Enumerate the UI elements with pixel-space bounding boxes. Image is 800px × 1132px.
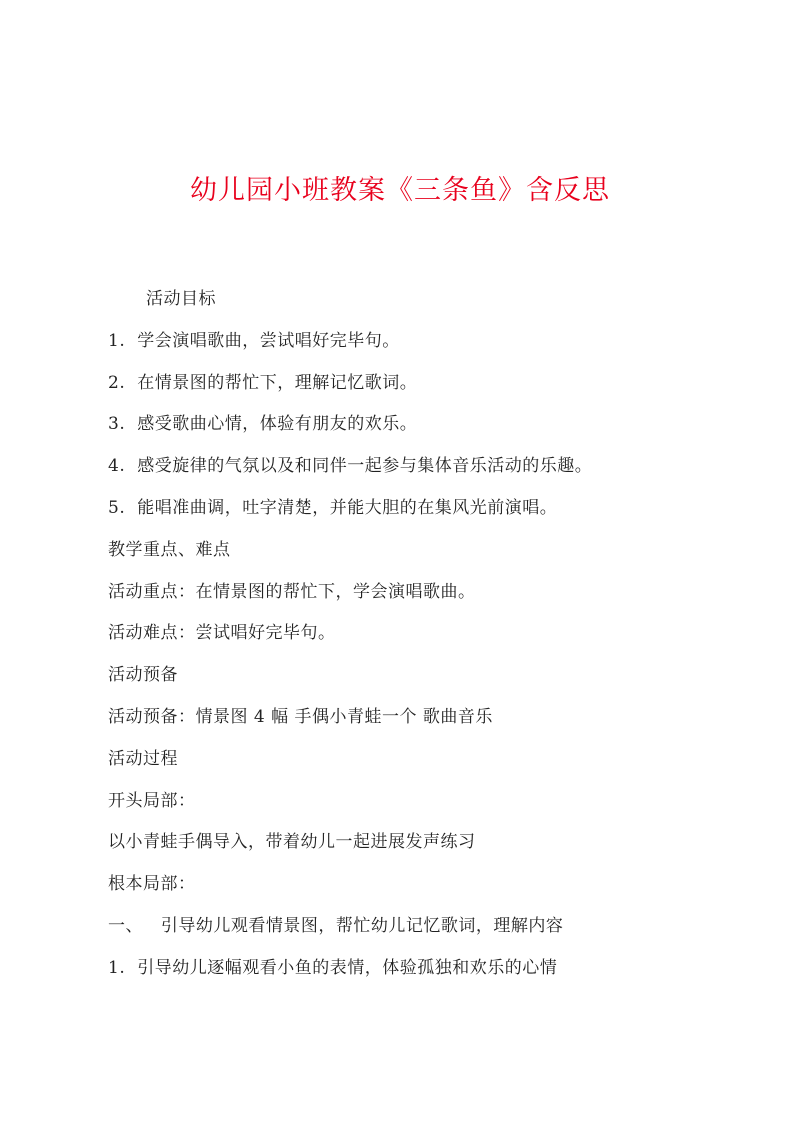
line-text: 活动预备 xyxy=(108,665,178,686)
text-line xyxy=(108,451,748,493)
list-number: 4. xyxy=(108,456,126,477)
text-line xyxy=(108,409,748,451)
line-text: 根本局部： xyxy=(108,874,196,895)
line-text: 教学重点、难点 xyxy=(108,539,231,560)
text-line xyxy=(108,660,748,702)
line-text: 引导幼儿观看情景图，帮忙幼儿记忆歌词，理解内容 xyxy=(155,915,564,936)
text-line xyxy=(108,618,748,660)
text-line xyxy=(108,786,748,828)
list-number: 1. xyxy=(108,957,126,978)
text-line xyxy=(108,953,748,995)
text-line xyxy=(108,493,748,535)
text-line xyxy=(108,702,748,744)
text-line xyxy=(108,911,748,953)
text-line xyxy=(108,535,748,577)
list-number: 3. xyxy=(108,414,126,435)
line-text: 以小青蛙手偶导入，带着幼儿一起进展发声练习 xyxy=(108,832,476,853)
text-line xyxy=(108,326,748,368)
list-number: 一、 xyxy=(108,915,143,936)
text-line xyxy=(108,368,748,410)
list-number: 5. xyxy=(108,497,126,518)
text-line xyxy=(108,577,748,619)
text-line xyxy=(108,744,748,786)
line-text: 活动过程 xyxy=(108,748,178,769)
line-text: 能唱准曲调，吐字清楚，并能大胆的在集风光前演唱。 xyxy=(137,497,558,518)
line-text: 引导幼儿逐幅观看小鱼的表情，体验孤独和欢乐的心情 xyxy=(137,957,558,978)
line-text: 活动预备：情景图 4 幅 手偶小青蛙一个 歌曲音乐 xyxy=(108,706,493,727)
line-text: 感受歌曲心情，体验有朋友的欢乐。 xyxy=(137,414,418,435)
line-text: 活动难点：尝试唱好完毕句。 xyxy=(108,623,336,644)
line-text: 在情景图的帮忙下，理解记忆歌词。 xyxy=(137,372,418,393)
list-number: 2. xyxy=(108,372,126,393)
text-line xyxy=(108,284,748,326)
line-text: 开头局部： xyxy=(108,790,196,811)
line-text: 活动重点：在情景图的帮忙下，学会演唱歌曲。 xyxy=(108,581,476,602)
document-body xyxy=(108,284,748,995)
text-line xyxy=(108,869,748,911)
line-text: 活动目标 xyxy=(146,289,216,309)
line-text: 感受旋律的气氛以及和同伴一起参与集体音乐活动的乐趣。 xyxy=(137,456,593,477)
line-text: 学会演唱歌曲，尝试唱好完毕句。 xyxy=(137,330,400,351)
document-title: 幼儿园小班教案《三条鱼》含反思 xyxy=(190,175,610,206)
text-line xyxy=(108,827,748,869)
list-number: 1. xyxy=(108,330,126,351)
